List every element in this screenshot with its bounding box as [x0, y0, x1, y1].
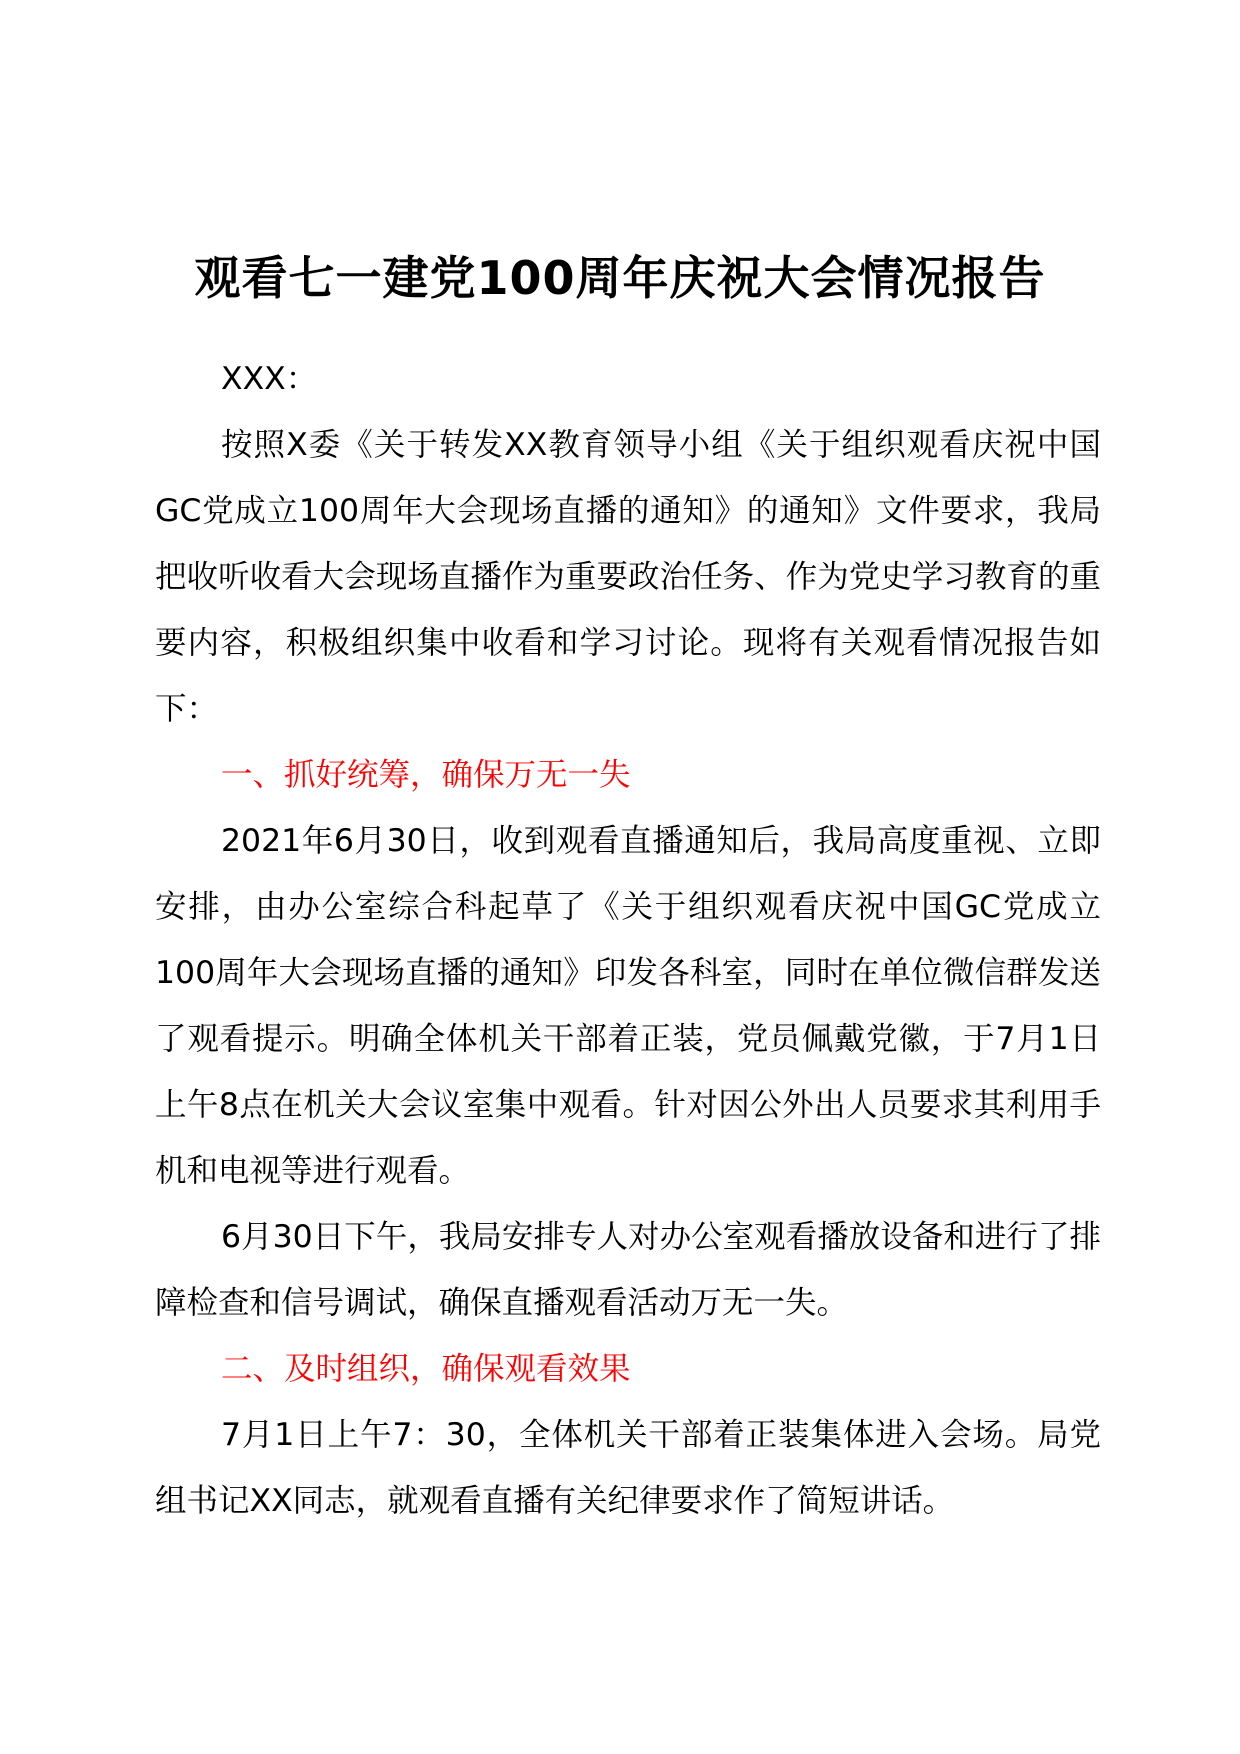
section1-paragraph-2: 6月30日下午，我局安排专人对办公室观看播放设备和进行了排障检查和信号调试，确保直播观看活动万无一失。 [155, 1219, 1101, 1321]
document-title: 观看七一建党100周年庆祝大会情况报告 [194, 251, 1046, 305]
section-heading-1: 一、抓好统筹，确保万无一失 [221, 757, 631, 793]
salutation: XXX： [221, 361, 318, 397]
intro-paragraph: 按照X委《关于转发XX教育领导小组《关于组织观看庆祝中国GC党成立100周年大会现场直播的通知》的通知》文件要求，我局把收听收看大会现场直播作为重要政治任务、作为党史学习教育的重要内容，积极组织集中收看和学习讨论。现将有关观看情况报告如下： [155, 427, 1101, 727]
document-body [155, 346, 1101, 1534]
section2-paragraph-1: 7月1日上午7：30，全体机关干部着正装集体进入会场。局党组书记XX同志，就观看直播有关纪律要求作了简短讲话。 [155, 1417, 1101, 1519]
section1-paragraph-1: 2021年6月30日，收到观看直播通知后，我局高度重视、立即安排，由办公室综合科起草了《关于组织观看庆祝中国GC党成立100周年大会现场直播的通知》印发各科室，同时在单位微信群发送了观看提示。明确全体机关干部着正装，党员佩戴党徽，于7月1日上午8点在机关大会议室集中观看。针对因公外出人员要求其利用手机和电视等进行观看。 [155, 823, 1101, 1189]
section-heading-2: 二、及时组织，确保观看效果 [221, 1351, 631, 1387]
